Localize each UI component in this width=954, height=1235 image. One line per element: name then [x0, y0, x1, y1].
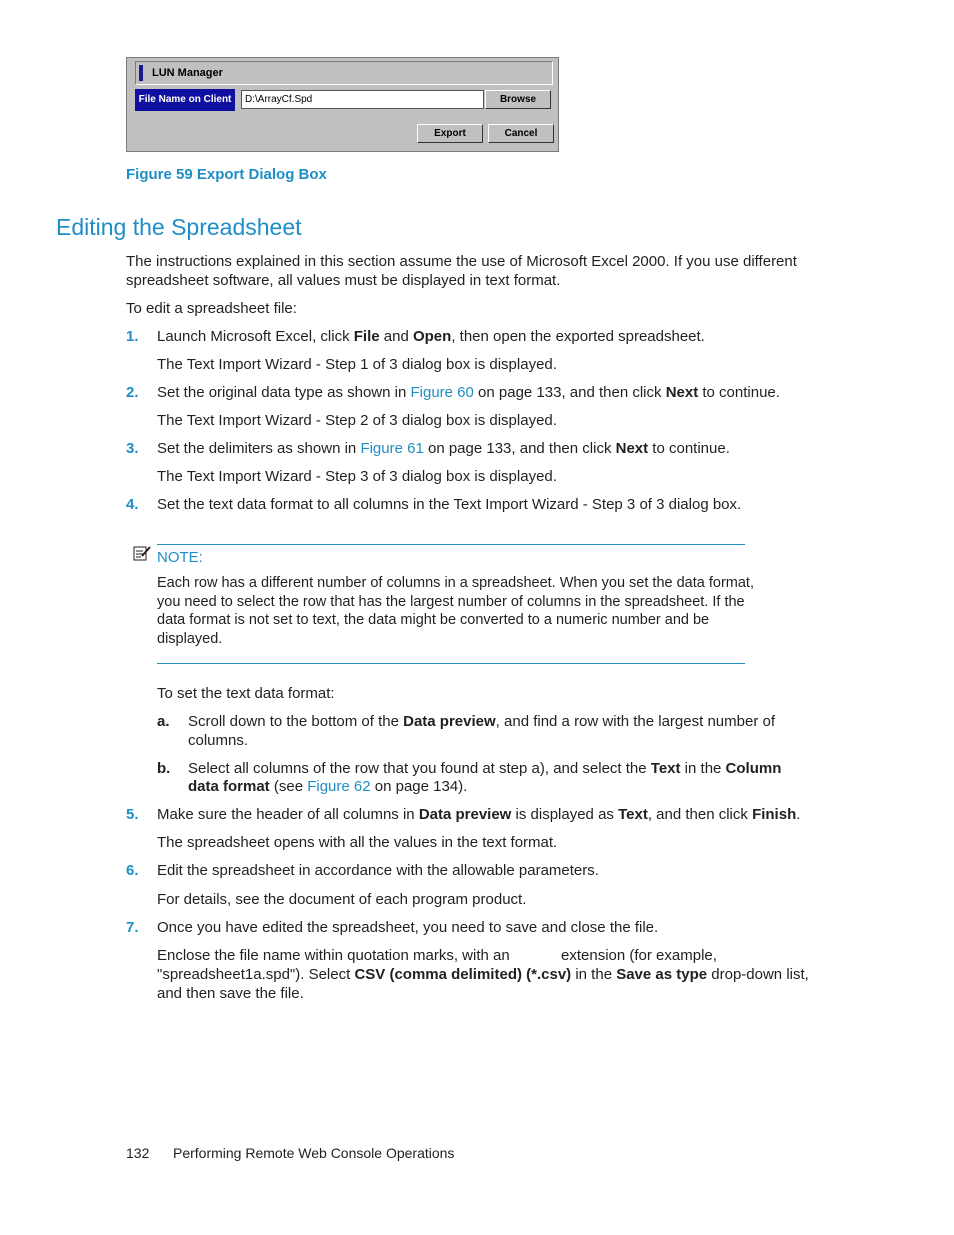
note-bottom-rule — [157, 663, 745, 664]
step-2-number: 2. — [126, 384, 139, 401]
figure-61-link[interactable]: Figure 61 — [360, 440, 424, 457]
substep-b-number: b. — [157, 760, 171, 777]
set-text-format: To set the text data format: — [157, 685, 335, 702]
to-edit-text: To edit a spreadsheet file: — [126, 300, 297, 317]
file-name-label: File Name on Client — [135, 89, 235, 111]
step-4-text: Set the text data format to all columns in the Text Import Wizard - Step 3 of 3 dialog box. — [157, 496, 742, 513]
note-label: NOTE: — [157, 549, 203, 566]
note-body — [157, 574, 757, 649]
figure-60-link[interactable]: Figure 60 — [410, 384, 474, 401]
step-7-text: Once you have edited the spreadsheet, you need to save and close the file. — [157, 919, 659, 936]
export-dialog — [126, 57, 559, 152]
page-number: 132 — [126, 1145, 150, 1161]
dialog-title: LUN Manager — [152, 67, 223, 79]
step-5-result: The spreadsheet opens with all the values in the text format. — [157, 834, 558, 851]
step-7-result-1b: extension (for example, — [561, 947, 717, 964]
substep-b-text: Select all columns of the row that you found at step a), and select the Text in the Column — [188, 760, 782, 777]
step-7-result-1a: Enclose the file name within quotation marks, with an — [157, 947, 510, 964]
note-line: data format is not set to text, the data might be converted to a numeric number and be — [157, 612, 710, 629]
footer-title: Performing Remote Web Console Operations — [173, 1145, 455, 1161]
step-1-text: Launch Microsoft Excel, click File and Open, then open the exported spreadsheet. — [157, 328, 705, 345]
note-line: you need to select the row that has the largest number of columns in the spreadsheet. If the — [157, 593, 745, 610]
step-5-number: 5. — [126, 806, 139, 823]
step-2-text: Set the original data type as shown in Figure 60 on page 133, and then click Next to continue. — [157, 384, 780, 401]
substep-a-text: Scroll down to the bottom of the Data preview, and find a row with the largest number of — [188, 713, 775, 730]
step-7-number: 7. — [126, 919, 139, 936]
step-6-result: For details, see the document of each program product. — [157, 891, 527, 908]
substep-b-text-2: data format (see Figure 62 on page 134). — [188, 778, 468, 795]
step-5-text: Make sure the header of all columns in Data preview is displayed as Text, and then click Finish. — [157, 806, 801, 823]
file-name-input[interactable]: D:\ArrayCf.Spd — [241, 90, 484, 109]
section-heading: Editing the Spreadsheet — [56, 214, 302, 240]
note-top-rule — [157, 544, 745, 545]
step-3-result: The Text Import Wizard - Step 3 of 3 dialog box is displayed. — [157, 468, 557, 485]
intro-line-2: spreadsheet software, all values must be displayed in text format. — [126, 272, 561, 289]
intro-line-1: The instructions explained in this section assume the use of Microsoft Excel 2000. If you use different — [126, 253, 797, 270]
figure-caption: Figure 59 Export Dialog Box — [126, 166, 327, 183]
dialog-title-bar — [135, 61, 553, 85]
dialog-title-accent — [139, 65, 143, 81]
substep-a-number: a. — [157, 713, 170, 730]
step-6-text: Edit the spreadsheet in accordance with the allowable parameters. — [157, 862, 599, 879]
note-line: displayed. — [157, 631, 223, 648]
step-3-text: Set the delimiters as shown in Figure 61 on page 133, and then click Next to continue. — [157, 440, 730, 457]
export-button[interactable]: Export — [417, 124, 483, 143]
step-7-result-3: and then save the file. — [157, 985, 304, 1002]
step-1-result: The Text Import Wizard - Step 1 of 3 dialog box is displayed. — [157, 356, 557, 373]
step-3-number: 3. — [126, 440, 139, 457]
substep-a-text-2: columns. — [188, 732, 249, 749]
figure-62-link[interactable]: Figure 62 — [307, 778, 371, 795]
browse-button[interactable]: Browse — [485, 90, 551, 109]
step-7-result-2: "spreadsheet1a.spd"). Select CSV (comma delimited) (*.csv) in the Save as type drop-down list, — [157, 966, 809, 983]
step-2-result: The Text Import Wizard - Step 2 of 3 dialog box is displayed. — [157, 412, 557, 429]
note-icon — [133, 545, 151, 562]
note-line: Each row has a different number of columns in a spreadsheet. When you set the data format, — [157, 575, 754, 591]
step-6-number: 6. — [126, 862, 139, 879]
cancel-button[interactable]: Cancel — [488, 124, 554, 143]
step-1-number: 1. — [126, 328, 139, 345]
step-4-number: 4. — [126, 496, 139, 513]
